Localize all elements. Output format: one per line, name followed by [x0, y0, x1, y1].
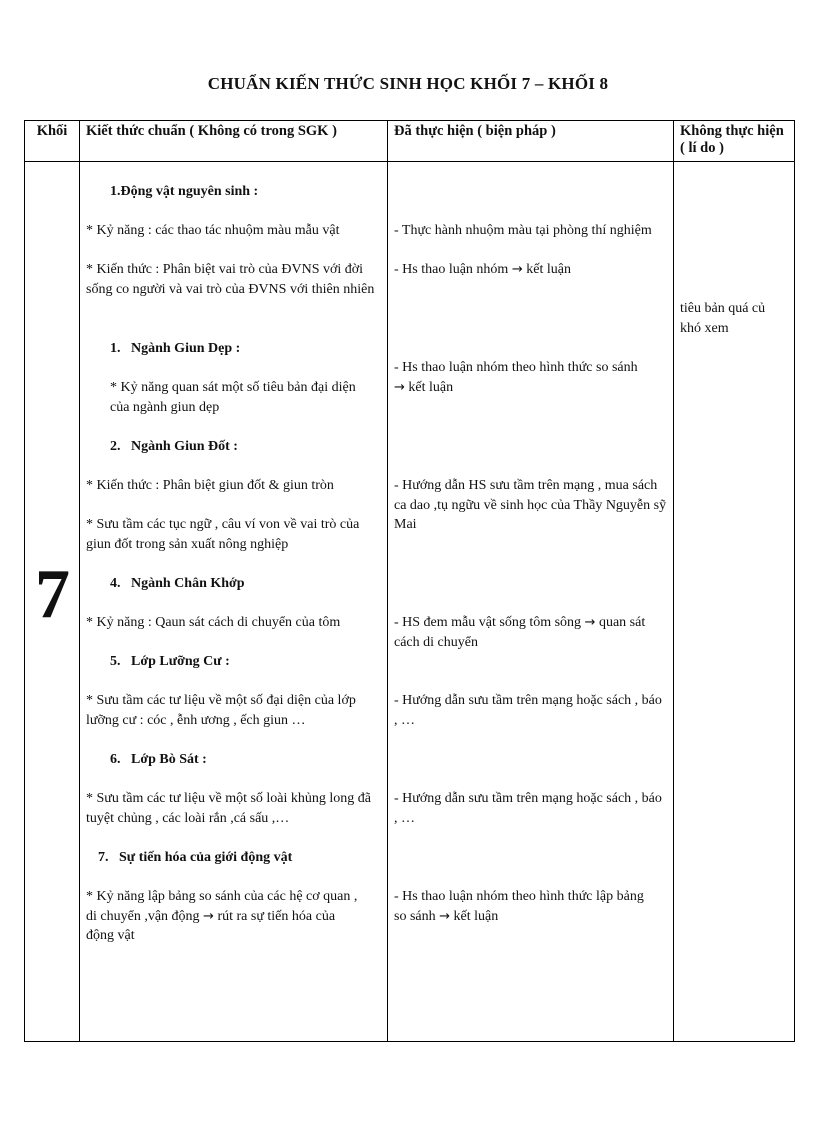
done-cell: [388, 162, 674, 1042]
grade-number: 7: [35, 556, 70, 633]
measure-item: - Thực hành nhuộm màu tại phòng thí nghiệm: [394, 223, 652, 238]
knowledge-item: * Sưu tầm các tư liệu về một số đại diện của lớp lưỡng cư : cóc , ễnh ương , ếch giun …: [86, 693, 356, 728]
section-heading: 4. Ngành Chân Khớp: [110, 576, 245, 591]
measure-item: - Hướng dẫn sưu tầm trên mạng hoặc sách , báo , …: [394, 693, 662, 728]
measure-item: - Hướng dẫn sưu tầm trên mạng hoặc sách , báo , …: [394, 791, 662, 826]
measure-text: - Hs thao luận nhóm: [394, 262, 509, 277]
header-grade: Khối: [25, 121, 80, 162]
curriculum-table: [24, 120, 795, 1042]
measure-item: [394, 358, 650, 397]
section-heading: 1. Ngành Giun Dẹp :: [110, 341, 241, 356]
knowledge-item: * Sưu tầm các tư liệu về một số loài khủng long đã tuyệt chủng , các loài rắn ,cá sấu ,…: [86, 791, 372, 826]
arrow-right-icon: →: [394, 379, 405, 395]
measure-text: - Hs thao luận nhóm theo hình thức lập bảng so sánh: [394, 889, 644, 924]
measure-text: kết luận: [526, 262, 571, 277]
knowledge-item: * Kỷ năng : các thao tác nhuộm màu mẫu vật: [86, 223, 340, 238]
arrow-right-icon: →: [203, 908, 214, 924]
reason-item: tiêu bản quá củ khó xem: [680, 301, 766, 336]
measure-text: quan sát cách di chuyển: [394, 615, 646, 650]
not-done-cell: [674, 162, 795, 1042]
grade-cell: [25, 162, 80, 1042]
arrow-right-icon: →: [511, 262, 523, 277]
measure-item: [394, 887, 656, 926]
measure-item: [394, 260, 664, 280]
knowledge-text: rút ra sự tiến hóa của động vật: [86, 908, 336, 943]
table-row: [25, 162, 795, 1042]
measure-text: - Hs thao luận nhóm theo hình thức so sánh: [394, 360, 638, 375]
header-standard-knowledge: Kiết thức chuẩn ( Không có trong SGK ): [80, 121, 388, 162]
measure-item: - Hướng dẫn HS sưu tầm trên mạng , mua sách ca dao ,tụ ngữu về sinh học của Thầy Nguyễn sỹ Mai: [394, 478, 667, 532]
measure-text: kết luận: [453, 908, 499, 924]
knowledge-item: [86, 887, 361, 946]
header-not-done: Không thực hiện ( lí do ): [674, 121, 795, 162]
knowledge-item: * Kiến thức : Phân biệt vai trò của ĐVNS với đời sống co người và vai trò của ĐVNS với thiên nhiên: [86, 262, 375, 297]
arrow-right-icon: →: [584, 615, 596, 630]
knowledge-item: * Sưu tầm các tục ngữ , câu ví von về vai trò của giun đốt trong sản xuất nông nghiệp: [86, 517, 360, 552]
section-heading: 1.Động vật nguyên sinh :: [110, 184, 259, 199]
table-header-row: [25, 121, 795, 162]
section-heading: 7. Sự tiến hóa của giới động vật: [98, 850, 293, 865]
header-done: Đã thực hiện ( biện pháp ): [388, 121, 674, 162]
arrow-right-icon: →: [439, 908, 451, 924]
page-title: CHUẨN KIẾN THỨC SINH HỌC KHỐI 7 – KHỐI 8: [207, 74, 609, 93]
measure-item: [394, 613, 668, 652]
section-heading: 2. Ngành Giun Đốt :: [110, 439, 238, 454]
knowledge-item: * Kỷ năng : Qaun sát cách di chuyển của tôm: [86, 615, 341, 630]
measure-text: kết luận: [408, 379, 454, 395]
section-heading: 6. Lớp Bò Sát :: [110, 752, 207, 767]
knowledge-item: * Kỷ năng quan sát một số tiêu bản đại diện của ngành giun dẹp: [110, 380, 356, 415]
measure-text: - HS đem mẫu vật sống tôm sông: [394, 615, 582, 630]
section-heading: 5. Lớp Lưỡng Cư :: [110, 654, 230, 669]
knowledge-text: * Kỷ năng lập bảng so sánh của các hệ cơ quan , di chuyển ,vận động: [86, 889, 358, 924]
knowledge-item: * Kiến thức : Phân biệt giun đốt & giun tròn: [86, 478, 334, 493]
knowledge-cell: [80, 162, 388, 1042]
